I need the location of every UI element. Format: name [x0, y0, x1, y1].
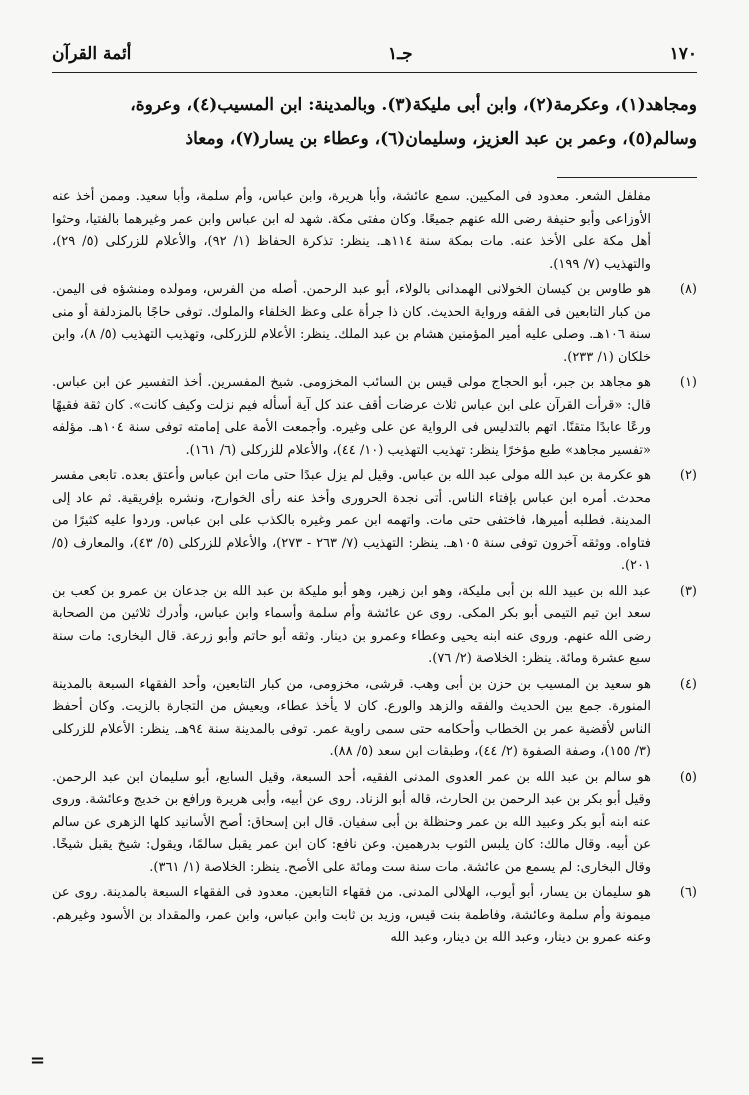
footnote-text: هو سعيد بن المسيب بن حزن بن أبى وهب. قرشى، مخزومى، من كبار التابعين، وأحد الفقهاء السبعة بالمدينة المنورة. جمع بين الحديث والفقه والزهد والورع. كان لا يأخذ عطاء، ويعيش من التجارة بالزيت. وكان أحفظ الناس لأقضية عمر بن الخطاب وأحكامه حتى سمى راوية عمر. توفى بالمدينة سنة ٩٤هـ. ينظر: الأعلام للزركلى (٣/ ١٥٥)، وصفة الصفوة (٢/ ٤٤)، وطبقات ابن سعد (٥/ ٨٨). [52, 676, 651, 759]
footnote-text: هو سالم بن عبد الله بن عمر العدوى المدنى الفقيه، أحد السبعة، وقيل السابع، أبو سليمان ابن عبد الرحمن. وقيل أبو بكر بن عبد الرحمن بن الحارث، قاله أبو الزناد. روى عن أبيه، وأبى هريرة ورافع بن خديج وعائشة. وروى عنه ابنه أبو بكر وعبيد الله بن عمر وحنظلة بن أبى سفيان. قال ابن إسحاق: أصح الأسانيد كلها الزهرى عن سالم عن أبيه. وقال مالك: كان يلبس الثوب بدرهمين. وعن نافع: كان ابن عمر يقبل سالمًا، ويقول: شيخ يقبل شيخًا. وقال البخارى: لم يسمع من عائشة. مات سنة ست ومائة على الأصح. ينظر: الخلاصة (١/ ٣٦١). [52, 769, 651, 875]
body-line: ومجاهد(١)، وعكرمة(٢)، وابن أبى مليكة(٣). وبالمدينة: ابن المسيب(٤)، وعروة، [130, 95, 697, 115]
footnote [52, 372, 697, 462]
footnote [52, 767, 697, 880]
footnote [52, 674, 697, 764]
footnote [52, 581, 697, 671]
footnote-number: (٦) [679, 885, 697, 900]
page-header [52, 44, 697, 72]
footnote-continuation: مفلفل الشعر. معدود فى المكيين. سمع عائشة، وأبا هريرة، وابن عباس، وأم سلمة، وأبا سعيد. وممن أخذ عنه الأوزاعى وأبو حنيفة رضى الله عنهم جميعًا. وكان مفتى مكة. شهد له ابن عباس وابن عمر وغيرهما بالفتيا، وحثوا أهل مكة على الأخذ عنه. مات بمكة سنة ١١٤هـ. ينظر: تذكرة الحفاظ (١/ ٩٢)، والأعلام للزركلى (٥/ ٢٩)، والتهذيب (٧/ ١٩٩). [52, 189, 651, 272]
main-text [52, 88, 697, 156]
footnotes-section [52, 186, 697, 950]
footnote-separator [557, 177, 697, 178]
footnote-number: (٨) [679, 282, 697, 297]
running-title: أئمة القرآن [52, 44, 132, 64]
footnote-number: (٥) [679, 769, 697, 785]
footnote-text: هو عكرمة بن عبد الله مولى عبد الله بن عباس. وقيل لم يزل عبدًا حتى مات ابن عباس وأعتق بعده. تابعى مفسر محدث. أمره ابن عباس بإفتاء الناس. أتى نجدة الحرورى وأخذ عنه رأى الخوارج، ونشره بإفريقية. ثم عاد إلى المدينة. فطلبه أميرها، فاختفى حتى مات. واتهمه ابن عمر وغيره بالكذب على ابن عباس. وردوا عليه كثيرًا من فتاواه. ووثقه آخرون توفى سنة ١٠٥هـ. ينظر: التهذيب (٧/ ٢٦٣ - ٢٧٣)، والأعلام للزركلى (٥/ ٤٣)، والمعارف (٥/ ٢٠١). [52, 468, 651, 573]
footnote-number: (٣) [679, 583, 697, 599]
footnote-text: عبد الله بن عبيد الله بن أبى مليكة، وهو ابن زهير، وهو أبو مليكة بن عبد الله بن جدعان بن عمرو بن كعب بن سعد ابن تيم التيمى أبو بكر المكى. روى عن عائشة وأم سلمة وأسماء وابن عباس، وأدرك ثلاثين من الصحابة رضى الله عنهم. وروى عنه ابنه يحيى وعطاء وعمرو بن دينار. وثقه أبو حاتم وأبو زرعة. قال البخارى: مات سنة سبع عشرة ومائة. ينظر: الخلاصة (٢/ ٧٦). [52, 583, 651, 666]
footnote-number: (١) [679, 375, 697, 390]
body-line: وسالم(٥)، وعمر بن عبد العزيز، وسليمان(٦)، وعطاء بن يسار(٧)، ومعاذ [185, 129, 697, 149]
footnote [52, 279, 697, 369]
footnote [52, 882, 697, 950]
header-rule [52, 72, 697, 73]
footnote-text: هو مجاهد بن جبر، أبو الحجاج مولى قيس بن السائب المخزومى. شيخ المفسرين. أخذ التفسير عن ابن عباس. قال: «قرأت القرآن على ابن عباس ثلاث عرضات أقف عند كل آية أسأله فيم نزلت وكيف كانت». كان ثقة فقيهًا ورعًا عابدًا متقنًا. اتهم بالتدليس فى الرواية عن على وغيره. وأجمعت الأمة على إمامته توفى سنة ١٠٤هـ. مؤلفه «تفسير مجاهد» طبع مؤخرًا ينظر: تهذيب التهذيب (١٠/ ٤٤)، والأعلام للزركلى (٦/ ١٦١). [52, 375, 651, 458]
footnote-text: هو سليمان بن يسار، أبو أيوب، الهلالى المدنى. من فقهاء التابعين. معدود فى الفقهاء السبعة بالمدينة. روى عن ميمونة وأم سلمة وعائشة، وفاطمة بنت قيس، وزيد بن ثابت وابن عباس، وابن عمر، والمقداد بن الأسود وغيرهم. وعنه عمرو بن دينار، وعبد الله بن دينار، وعبد الله [52, 885, 651, 945]
volume-label: جـ١ [388, 44, 413, 64]
page-number: ١٧٠ [669, 44, 697, 64]
continuation-mark: = [30, 1050, 46, 1071]
footnote-number: (٤) [679, 676, 697, 692]
footnote-text: هو طاوس بن كيسان الخولانى الهمدانى بالولاء، أبو عبد الرحمن. أصله من الفرس، ومولده ومنشؤه فى اليمن. من كبار التابعين فى الفقه ورواية الحديث. كان ذا جرأة على وعظ الخلفاء والملوك. توفى حاجًا بالمزدلفة أو منى سنة ١٠٦هـ. وصلى عليه أمير المؤمنين هشام بن عبد الملك. ينظر: الأعلام للزركلى، وتهذيب التهذيب (٥/ ٨)، وابن خلكان (١/ ٢٣٣). [52, 282, 651, 365]
footnote-number: (٢) [679, 468, 697, 483]
footnote [52, 465, 697, 578]
